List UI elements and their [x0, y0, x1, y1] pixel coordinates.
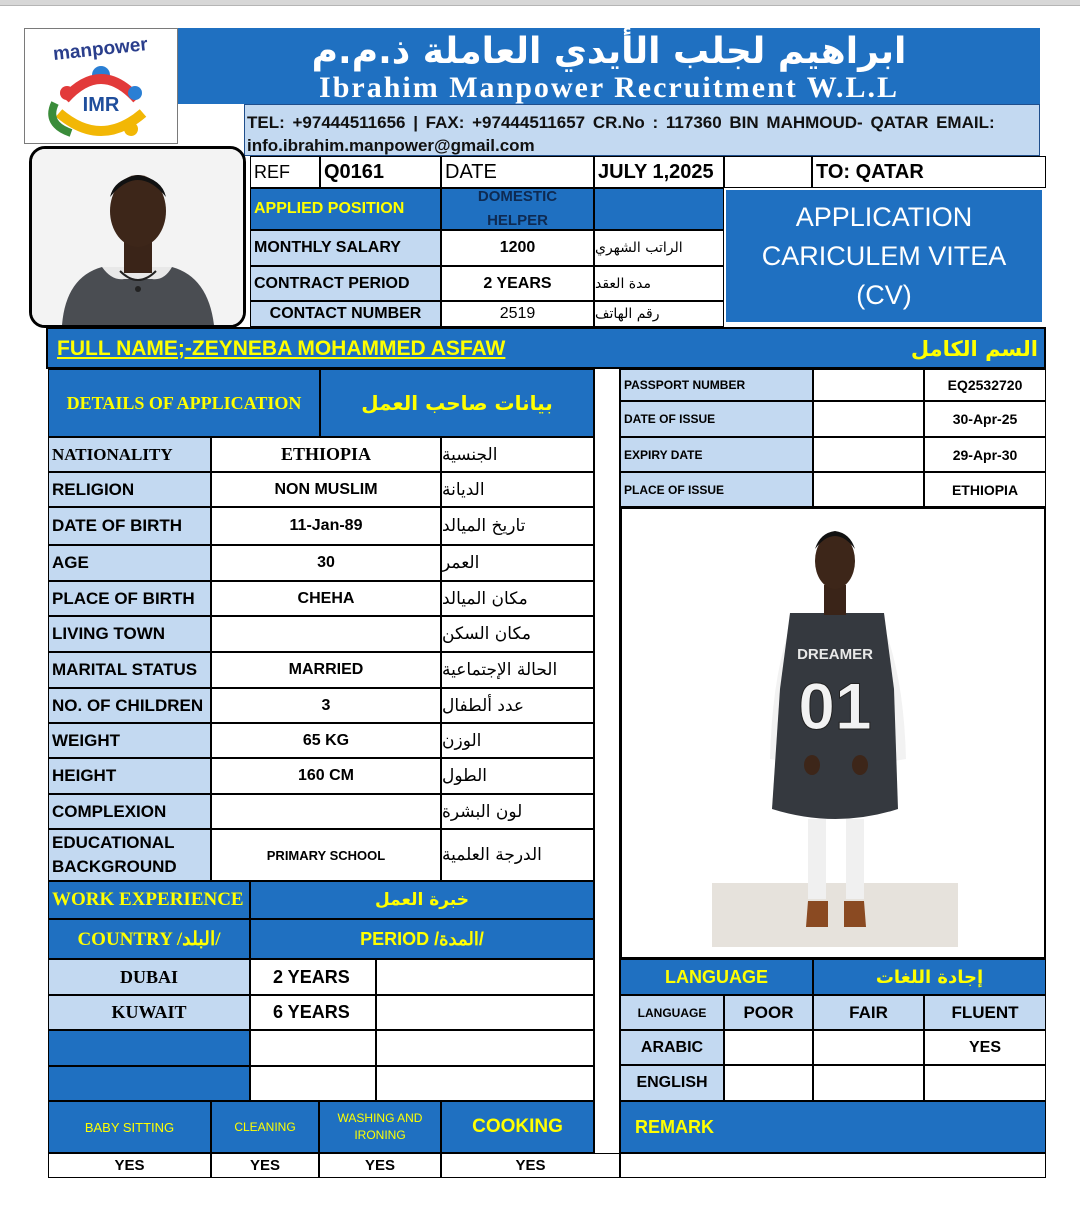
work-extra-1: [376, 959, 594, 995]
arabic-fair: [813, 1030, 924, 1065]
contract-value: 2 YEARS: [441, 266, 594, 301]
arabic-poor: [724, 1030, 813, 1065]
marital-status-value: MARRIED: [211, 652, 441, 688]
remark-label: REMARK: [620, 1101, 1046, 1153]
date-of-birth-arabic: تاريخ الميالد: [441, 507, 594, 545]
company-name-english: Ibrahim Manpower Recruitment W.L.L: [319, 71, 899, 104]
height-value: 160 CM: [211, 758, 441, 794]
work-period-3: [250, 1030, 376, 1066]
logo-graphic: [25, 29, 177, 143]
period-header: PERIOD /المدة/: [250, 919, 594, 959]
work-country-3: [48, 1030, 250, 1066]
full-name-bar: [46, 327, 1046, 369]
full-body-photo: [620, 507, 1046, 959]
contract-label: CONTRACT PERIOD: [250, 266, 441, 301]
skill-washing-label-line2: IRONING: [354, 1128, 406, 1142]
date-of-issue-value: 30-Apr-25: [924, 401, 1046, 437]
living-town-arabic: مكان السكن: [441, 616, 594, 652]
company-name-arabic: ابراهيم لجلب الأيدي العاملة ذ.م.م: [311, 31, 907, 72]
education-label-line1: EDUCATIONAL: [52, 833, 175, 852]
destination-label: TO: QATAR: [812, 156, 1046, 188]
marital-status-arabic: الحالة الإجتماعية: [441, 652, 594, 688]
fair-col-header: FAIR: [813, 995, 924, 1030]
work-experience-label: WORK EXPERIENCE: [48, 881, 250, 919]
contact-info: [244, 104, 1040, 156]
date-of-issue-spacer: [813, 401, 924, 437]
work-extra-2: [376, 995, 594, 1030]
english-poor: [724, 1065, 813, 1101]
work-period-1: 2 YEARS: [250, 959, 376, 995]
passport-number-spacer: [813, 369, 924, 401]
complexion-value: [211, 794, 441, 829]
passport-number-label: PASSPORT NUMBER: [620, 369, 813, 401]
children-label: NO. OF CHILDREN: [48, 688, 211, 723]
nationality-arabic: الجنسية: [441, 437, 594, 472]
full-name-label: FULL NAME;-ZEYNEBA MOHAMMED ASFAW: [57, 337, 506, 360]
education-value: PRIMARY SCHOOL: [211, 829, 441, 881]
nationality-value: ETHIOPIA: [211, 437, 441, 472]
logo-text: manpower: [52, 34, 149, 65]
country-header: COUNTRY /البلد/: [48, 919, 250, 959]
language-arabic-row: ARABIC: [620, 1030, 724, 1065]
work-country-4: [48, 1066, 250, 1101]
children-arabic: عدد ألطفال: [441, 688, 594, 723]
skill-washing-label-line1: WASHING AND: [337, 1111, 423, 1125]
contact-number-value: 2519: [441, 301, 594, 327]
living-town-label: LIVING TOWN: [48, 616, 211, 652]
column-gap: [594, 369, 620, 1153]
nationality-label: NATIONALITY: [48, 437, 211, 472]
skill-cooking-value: YES: [441, 1153, 620, 1178]
full-body-photo-image: [622, 509, 1044, 957]
window-top-edge: [0, 0, 1080, 6]
height-label: HEIGHT: [48, 758, 211, 794]
cv-title-box: [726, 190, 1042, 322]
height-arabic: الطول: [441, 758, 594, 794]
work-country-2: KUWAIT: [48, 995, 250, 1030]
language-english-row: ENGLISH: [620, 1065, 724, 1101]
arabic-fluent: YES: [924, 1030, 1046, 1065]
skill-baby-sitting-label: BABY SITTING: [48, 1101, 211, 1153]
poor-col-header: POOR: [724, 995, 813, 1030]
logo-badge: IMR: [82, 94, 120, 116]
date-of-birth-value: 11-Jan-89: [211, 507, 441, 545]
fluent-col-header: FLUENT: [924, 995, 1046, 1030]
weight-arabic: الوزن: [441, 723, 594, 758]
skill-cleaning-label: CLEANING: [211, 1101, 319, 1153]
work-period-4: [250, 1066, 376, 1101]
age-arabic: العمر: [441, 545, 594, 581]
education-label: [48, 829, 211, 881]
english-fair: [813, 1065, 924, 1101]
work-country-1: DUBAI: [48, 959, 250, 995]
expiry-date-value: 29-Apr-30: [924, 437, 1046, 472]
language-arabic: إجادة اللغات: [813, 959, 1046, 995]
religion-arabic: الديانة: [441, 472, 594, 507]
date-value: JULY 1,2025: [594, 156, 724, 188]
contact-number-label: CONTACT NUMBER: [250, 301, 441, 327]
date-of-issue-label: DATE OF ISSUE: [620, 401, 813, 437]
remark-value: [620, 1153, 1046, 1178]
expiry-date-label: EXPIRY DATE: [620, 437, 813, 472]
skill-cleaning-value: YES: [211, 1153, 319, 1178]
weight-label: WEIGHT: [48, 723, 211, 758]
salary-value: 1200: [441, 230, 594, 266]
applied-position-label: APPLIED POSITION: [250, 188, 441, 230]
cv-title-line-3: (CV): [856, 279, 912, 310]
details-header-label: DETAILS OF APPLICATION: [48, 369, 320, 437]
living-town-value: [211, 616, 441, 652]
shirt-text: DREAMER: [797, 646, 873, 663]
date-of-birth-label: DATE OF BIRTH: [48, 507, 211, 545]
applied-position-value-line2: HELPER: [487, 212, 548, 229]
education-arabic: الدرجة العلمية: [441, 829, 594, 881]
place-of-birth-value: CHEHA: [211, 581, 441, 616]
place-of-issue-spacer: [813, 472, 924, 507]
passport-photo: [29, 146, 246, 328]
place-of-birth-arabic: مكان الميالد: [441, 581, 594, 616]
expiry-date-spacer: [813, 437, 924, 472]
ref-label: REF: [250, 156, 320, 188]
education-label-line2: BACKGROUND: [52, 857, 177, 876]
work-period-2: 6 YEARS: [250, 995, 376, 1030]
age-label: AGE: [48, 545, 211, 581]
language-col-header: LANGUAGE: [620, 995, 724, 1030]
religion-value: NON MUSLIM: [211, 472, 441, 507]
salary-arabic: الراتب الشهري: [594, 230, 724, 266]
skill-washing-value: YES: [319, 1153, 441, 1178]
ref-value: Q0161: [320, 156, 441, 188]
english-fluent: [924, 1065, 1046, 1101]
language-label: LANGUAGE: [620, 959, 813, 995]
contact-line-2: info.ibrahim.manpower@gmail.com: [247, 136, 535, 155]
cv-title-line-2: CARICULEM VITEA: [761, 240, 1007, 271]
shirt-number: 01: [798, 669, 872, 743]
passport-photo-image: [32, 149, 243, 325]
place-of-issue-value: ETHIOPIA: [924, 472, 1046, 507]
marital-status-label: MARITAL STATUS: [48, 652, 211, 688]
complexion-arabic: لون البشرة: [441, 794, 594, 829]
place-of-issue-label: PLACE OF ISSUE: [620, 472, 813, 507]
salary-label: MONTHLY SALARY: [250, 230, 441, 266]
date-label: DATE: [441, 156, 594, 188]
passport-number-value: EQ2532720: [924, 369, 1046, 401]
cv-title-line-1: APPLICATION: [795, 201, 973, 232]
details-header-arabic: بيانات صاحب العمل: [320, 369, 594, 437]
religion-label: RELIGION: [48, 472, 211, 507]
contract-arabic: مدة العقد: [594, 266, 724, 301]
full-name-arabic: السم الكامل: [910, 337, 1038, 361]
contact-line-1: TEL: +97444511656 | FAX: +97444511657 CR.No : 117360 BIN MAHMOUD- QATAR EMAIL:: [247, 113, 995, 132]
skill-cooking-label: COOKING: [441, 1101, 594, 1153]
applied-position-arabic: [594, 188, 724, 230]
contact-number-arabic: رقم الهاتف: [594, 301, 724, 327]
skill-baby-sitting-value: YES: [48, 1153, 211, 1178]
children-value: 3: [211, 688, 441, 723]
weight-value: 65 KG: [211, 723, 441, 758]
work-extra-3: [376, 1030, 594, 1066]
place-of-birth-label: PLACE OF BIRTH: [48, 581, 211, 616]
ref-row-spacer: [724, 156, 812, 188]
applied-position-value-line1: DOMESTIC: [477, 188, 558, 205]
skill-washing-label: [319, 1101, 441, 1153]
company-logo: [24, 28, 178, 144]
work-experience-arabic: خبرة العمل: [250, 881, 594, 919]
work-extra-4: [376, 1066, 594, 1101]
applied-position-value: [441, 188, 594, 230]
complexion-label: COMPLEXION: [48, 794, 211, 829]
age-value: 30: [211, 545, 441, 581]
